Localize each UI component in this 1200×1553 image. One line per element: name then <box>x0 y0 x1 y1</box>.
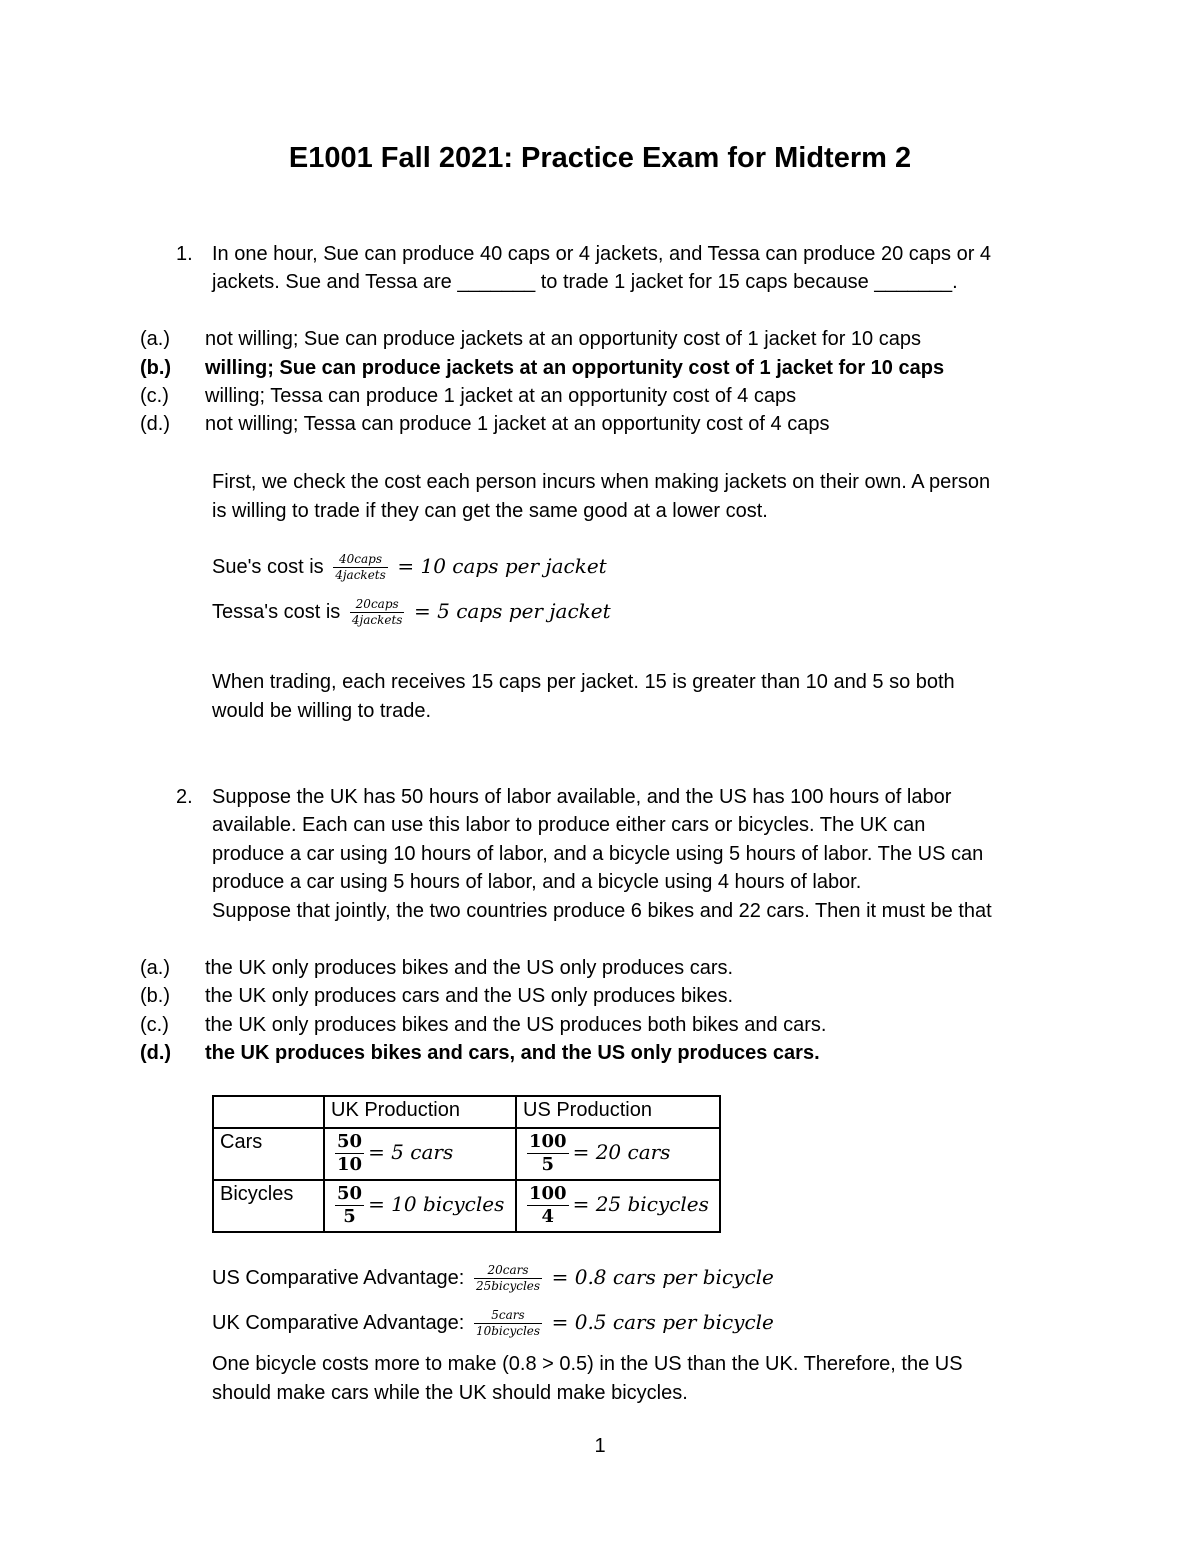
q1-explanation-line1: First, we check the cost each person incurs when making jackets on their own. A person <box>212 471 991 493</box>
fraction-numerator: 50 <box>337 1183 363 1204</box>
table-header-row <box>213 1096 720 1128</box>
table-header-cell: US Production <box>516 1096 720 1128</box>
table-cell <box>324 1128 516 1180</box>
table-cell <box>516 1128 720 1180</box>
fraction-numerator: 20caps <box>350 597 405 613</box>
table-cell <box>516 1180 720 1232</box>
page-number: 1 <box>594 1435 606 1457</box>
q2-conclusion-line2: should make cars while the UK should make bicycles. <box>212 1382 688 1404</box>
q2-option-c <box>140 1011 826 1040</box>
us-ca-fraction <box>474 1263 542 1294</box>
q2-stem-line4: produce a car using 5 hours of labor, and a bicycle using 4 hours of labor. <box>212 871 862 893</box>
table-header-cell <box>213 1096 324 1128</box>
uk-ca-label: UK Comparative Advantage: <box>212 1312 465 1334</box>
q1-explanation-line2: is willing to trade if they can get the same good at a lower cost. <box>212 500 768 522</box>
q1-conclusion-line2: would be willing to trade. <box>212 700 432 722</box>
fraction-denominator: 5 <box>541 1154 555 1175</box>
fraction <box>527 1131 569 1176</box>
option-text: the UK only produces bikes and the US produces both bikes and cars. <box>205 1014 827 1036</box>
q2-option-d <box>140 1039 820 1068</box>
table-row <box>213 1128 720 1180</box>
fraction-denominator: 10 <box>337 1154 363 1175</box>
table-header-cell: UK Production <box>324 1096 516 1128</box>
q2-option-a <box>140 954 733 983</box>
option-label: (c.) <box>140 1014 169 1036</box>
q1-option-b <box>140 354 944 383</box>
fraction-numerator: 100 <box>529 1183 567 1204</box>
q2-number: 2. <box>176 786 193 808</box>
q2-stem-line5: Suppose that jointly, the two countries produce 6 bikes and 22 cars. Then it must be that <box>212 900 992 922</box>
option-text: not willing; Tessa can produce 1 jacket at an opportunity cost of 4 caps <box>205 413 830 435</box>
cell-result: = 20 cars <box>572 1139 671 1164</box>
cell-result: = 25 bicycles <box>572 1191 709 1216</box>
fraction <box>335 1131 364 1176</box>
fraction-numerator: 20cars <box>474 1263 542 1279</box>
fraction-numerator: 5cars <box>474 1308 542 1324</box>
production-table <box>212 1095 721 1233</box>
fraction <box>527 1183 569 1228</box>
q2-stem-line1: Suppose the UK has 50 hours of labor available, and the US has 100 hours of labor <box>212 786 952 808</box>
tessa-cost-label: Tessa's cost is <box>212 601 341 623</box>
option-label: (a.) <box>140 957 170 979</box>
table-row <box>213 1180 720 1232</box>
fraction-denominator: 4jackets <box>335 568 386 583</box>
cell-result: = 5 cars <box>368 1139 454 1164</box>
option-label: (b.) <box>140 357 172 379</box>
option-label: (b.) <box>140 985 170 1007</box>
sue-cost-label: Sue's cost is <box>212 556 324 578</box>
us-ca-result: = 0.8 cars per bicycle <box>551 1265 774 1289</box>
tessa-cost-result: = 5 caps per jacket <box>414 599 611 623</box>
q1-stem-line2: jackets. Sue and Tessa are _______ to trade 1 jacket for 15 caps because _______. <box>212 271 958 293</box>
fraction-denominator: 10bicycles <box>475 1324 541 1339</box>
fraction-numerator: 40caps <box>333 552 388 568</box>
tessa-cost-fraction <box>350 597 405 628</box>
q1-sue-cost <box>212 552 607 583</box>
q2-stem-line3: produce a car using 10 hours of labor, and a bicycle using 5 hours of labor. The US can <box>212 843 984 865</box>
q2-option-b <box>140 982 733 1011</box>
q1-option-d <box>140 410 829 439</box>
option-label: (c.) <box>140 385 169 407</box>
uk-ca-result: = 0.5 cars per bicycle <box>551 1310 774 1334</box>
q1-option-c <box>140 382 796 411</box>
option-text: the UK only produces bikes and the US only produces cars. <box>205 957 734 979</box>
q1-tessa-cost <box>212 597 611 628</box>
page-title: E1001 Fall 2021: Practice Exam for Midterm 2 <box>288 142 912 174</box>
option-label: (a.) <box>140 328 170 350</box>
fraction <box>335 1183 364 1228</box>
fraction-denominator: 25bicycles <box>475 1279 541 1294</box>
fraction-denominator: 4 <box>541 1206 555 1227</box>
q1-number: 1. <box>176 243 193 265</box>
us-comparative-advantage <box>212 1263 774 1294</box>
uk-ca-fraction <box>474 1308 542 1339</box>
option-text: the UK only produces cars and the US only produces bikes. <box>205 985 734 1007</box>
option-label: (d.) <box>140 413 170 435</box>
q1-conclusion-line1: When trading, each receives 15 caps per jacket. 15 is greater than 10 and 5 so both <box>212 671 955 693</box>
q1-option-a <box>140 325 921 354</box>
fraction-denominator: 5 <box>343 1206 356 1227</box>
option-text: the UK produces bikes and cars, and the US only produces cars. <box>205 1042 820 1064</box>
table-row-label: Cars <box>213 1128 324 1180</box>
option-text: not willing; Sue can produce jackets at an opportunity cost of 1 jacket for 10 caps <box>205 328 921 350</box>
cell-result: = 10 bicycles <box>368 1191 505 1216</box>
q1-stem-line1: In one hour, Sue can produce 40 caps or 4 jackets, and Tessa can produce 20 caps or 4 <box>212 243 992 265</box>
sue-cost-fraction <box>333 552 388 583</box>
option-text: willing; Sue can produce jackets at an opportunity cost of 1 jacket for 10 caps <box>205 357 945 379</box>
table-cell <box>324 1180 516 1232</box>
q2-stem-line2: available. Each can use this labor to produce either cars or bicycles. The UK can <box>212 814 926 836</box>
option-label: (d.) <box>140 1042 172 1064</box>
fraction-denominator: 4jackets <box>351 613 403 628</box>
uk-comparative-advantage <box>212 1308 774 1339</box>
us-ca-label: US Comparative Advantage: <box>212 1267 465 1289</box>
sue-cost-result: = 10 caps per jacket <box>397 554 607 578</box>
option-text: willing; Tessa can produce 1 jacket at an opportunity cost of 4 caps <box>205 385 797 407</box>
fraction-numerator: 100 <box>529 1131 567 1152</box>
table-row-label: Bicycles <box>213 1180 324 1232</box>
q2-conclusion-line1: One bicycle costs more to make (0.8 > 0.5) in the US than the UK. Therefore, the US <box>212 1353 963 1375</box>
fraction-numerator: 50 <box>337 1131 363 1152</box>
